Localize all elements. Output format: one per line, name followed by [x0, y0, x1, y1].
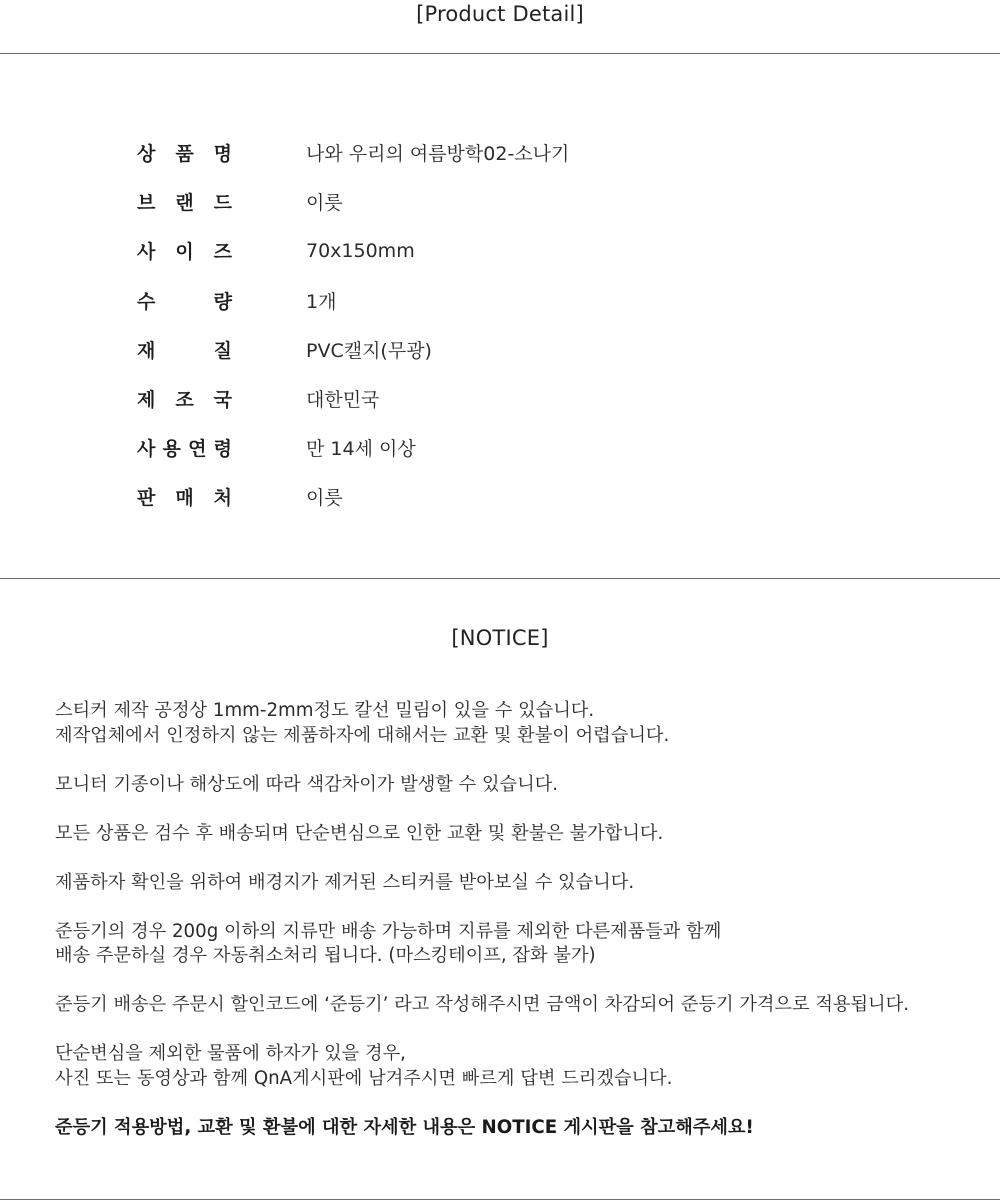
- spec-value: 대한민국: [306, 389, 380, 412]
- spec-value: 1개: [306, 290, 337, 313]
- notice-closing: 준등기 적용방법, 교환 및 환불에 대한 자세한 내용은 NOTICE 게시판을 참고해주세요!: [55, 1116, 754, 1138]
- spec-label: 브 랜 드: [137, 192, 232, 215]
- spec-label: 상 품 명: [137, 143, 232, 166]
- spec-label: 사 이 즈: [137, 241, 232, 264]
- notice-paragraph: 모니터 기종이나 해상도에 따라 색감차이가 발생할 수 있습니다.: [55, 773, 559, 795]
- spec-label: 제 조 국: [137, 389, 232, 412]
- spec-value: 이릇: [306, 487, 343, 510]
- notice-paragraph: 준등기의 경우 200g 이하의 지류만 배송 가능하며 지류를 제외한 다른제품들과 함께 배송 주문하실 경우 자동취소처리 됩니다. (마스킹테이프, 잡화 불가): [55, 920, 722, 966]
- spec-value: 나와 우리의 여름방학02-소나기: [306, 143, 570, 166]
- spec-label: 사 용 연 령: [137, 438, 232, 461]
- spec-value: 70x150mm: [306, 239, 415, 262]
- notice-paragraph: 스티커 제작 공정상 1mm-2mm정도 칼선 밀림이 있을 수 있습니다. 제작업체에서 인정하지 않는 제품하자에 대해서는 교환 및 환불이 어렵습니다.: [55, 700, 670, 746]
- spec-row: [137, 276, 857, 325]
- spec-value: 만 14세 이상: [306, 438, 416, 461]
- notice-paragraph: 준등기 배송은 주문시 할인코드에 ‘준등기’ 라고 작성해주시면 금액이 차감되어 준등기 가격으로 적용됩니다.: [55, 994, 909, 1015]
- spec-row: [137, 325, 857, 374]
- notice-body: [55, 699, 975, 1165]
- spec-label: 판 매 처: [137, 487, 232, 510]
- notice-paragraph: 모든 상품은 검수 후 배송되며 단순변심으로 인한 교환 및 환불은 불가합니다.: [55, 822, 664, 844]
- divider: [0, 1199, 1000, 1200]
- spec-label: 수 량: [137, 290, 232, 313]
- spec-value: 이릇: [306, 192, 343, 215]
- spec-value: PVC캘지(무광): [306, 339, 432, 362]
- notice-paragraph: 제품하자 확인을 위하여 배경지가 제거된 스티커를 받아보실 수 있습니다.: [55, 871, 635, 893]
- spec-row: [137, 374, 857, 423]
- spec-table: [137, 128, 857, 522]
- product-detail-title: [Product Detail]: [416, 2, 584, 26]
- spec-row: [137, 423, 857, 472]
- divider: [0, 578, 1000, 579]
- notice-title: [NOTICE]: [451, 626, 549, 650]
- notice-paragraph: 단순변심을 제외한 물품에 하자가 있을 경우, 사진 또는 동영상과 함께 QnA게시판에 남겨주시면 빠르게 답변 드리겠습니다.: [55, 1043, 673, 1089]
- spec-row: [137, 472, 857, 521]
- spec-row: [137, 128, 857, 177]
- spec-label: 재 질: [137, 339, 232, 362]
- divider: [0, 53, 1000, 54]
- spec-row: [137, 226, 857, 275]
- spec-row: [137, 177, 857, 226]
